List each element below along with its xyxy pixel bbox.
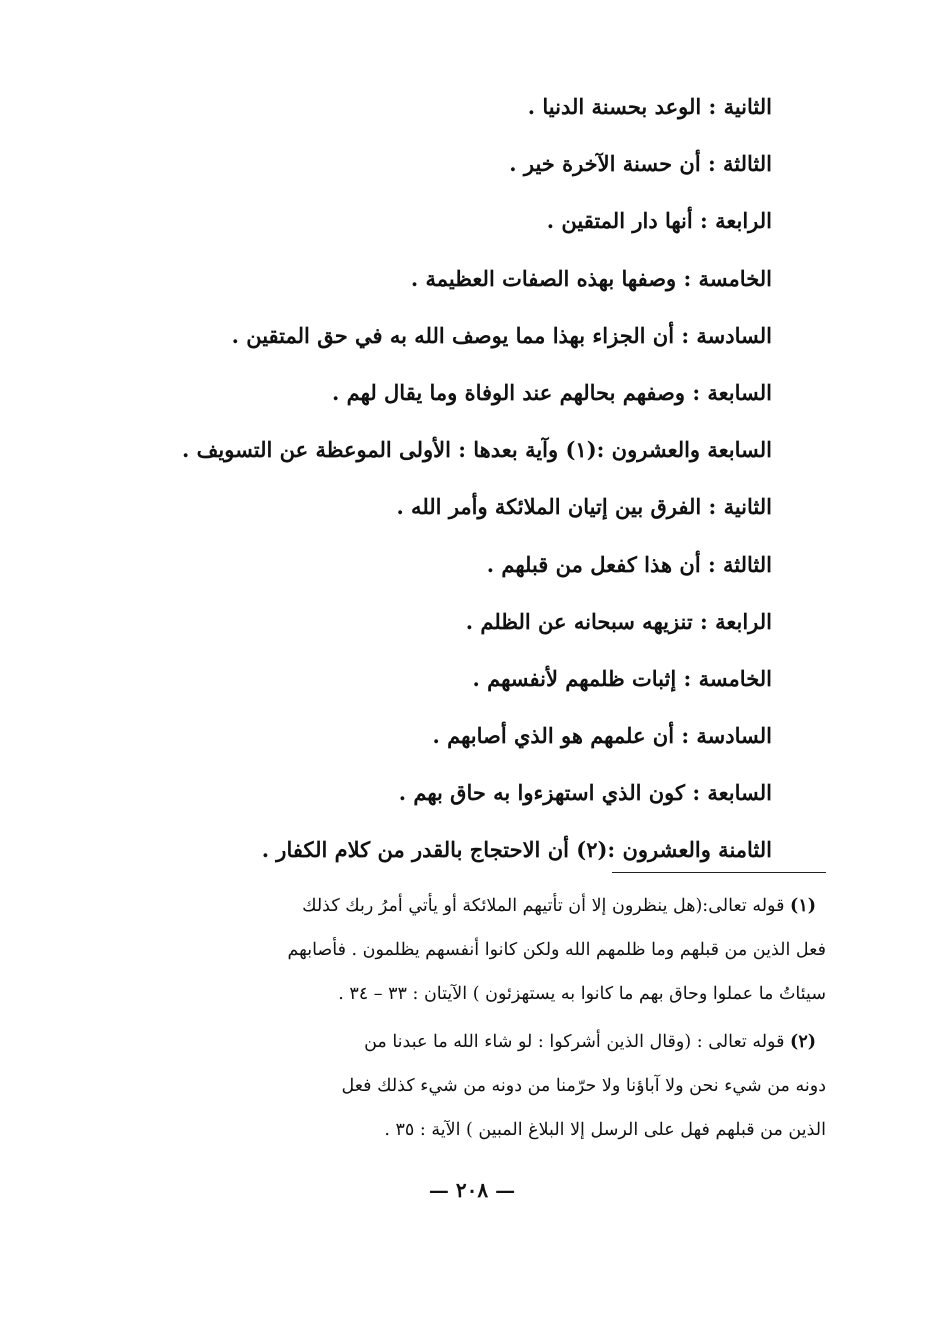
main-line: الثانية : الوعد بحسنة الدنيا . xyxy=(527,94,772,119)
main-line: الثانية : الفرق بين إتيان الملائكة وأمر الله . xyxy=(396,494,772,520)
main-line: الثالثة : أن حسنة الآخرة خير . xyxy=(509,151,772,177)
footnote-number: (١) xyxy=(790,896,816,916)
main-line: الرابعة : أنها دار المتقين . xyxy=(546,208,772,234)
footnote-line: فعل الذين من قبلهم وما ظلمهم الله ولكن كانوا أنفسهم يظلمون . فأصابهم xyxy=(287,940,826,960)
main-line: الثالثة : أن هذا كفعل من قبلهم . xyxy=(486,551,772,577)
footnote-line: الذين من قبلهم فهل على الرسل إلا البلاغ المبين ) الآية : ٣٥ . xyxy=(384,1120,826,1140)
footnote-1 xyxy=(160,884,826,1016)
footnote-line: سيئاتُ ما عملوا وحاق بهم ما كانوا به يستهزئون ) الآيتان : ٣٣ – ٣٤ . xyxy=(338,984,826,1004)
main-line: الرابعة : تنزيهه سبحانه عن الظلم . xyxy=(465,608,772,634)
main-line: الثامنة والعشرون :(٢) أن الاحتجاج بالقدر من كلام الكفار . xyxy=(261,837,772,863)
footnote-line xyxy=(160,1020,826,1064)
main-line: السادسة : أن علمهم هو الذي أصابهم . xyxy=(432,723,772,749)
main-line: الخامسة : إثبات ظلمهم لأنفسهم . xyxy=(472,665,772,691)
main-line: السابعة : وصفهم بحالهم عند الوفاة وما يقال لهم . xyxy=(332,379,772,405)
footnote-text: قوله تعالى : (وقال الذين أشركوا : لو شاء الله ما عبدنا من xyxy=(364,1032,785,1052)
main-line: السادسة : أن الجزاء بهذا مما يوصف الله به في حق المتقين . xyxy=(231,322,772,348)
main-line: السابعة والعشرون :(١) وآية بعدها : الأولى الموعظة عن التسويف . xyxy=(182,437,772,463)
main-line: الخامسة : وصفها بهذه الصفات العظيمة . xyxy=(410,265,772,291)
footnote-number: (٢) xyxy=(790,1032,816,1052)
footnote-line xyxy=(160,884,826,928)
footnote-text: قوله تعالى:(هل ينظرون إلا أن تأتيهم الملائكة أو يأتي أمرُ ربك كذلك xyxy=(302,896,785,916)
footnote-line: دونه من شيء نحن ولا آباؤنا ولا حرّمنا من دونه من شيء كذلك فعل xyxy=(341,1076,826,1096)
page-number: — ٢٠٨ — xyxy=(428,1178,516,1202)
footnote-2 xyxy=(160,1020,826,1152)
main-line: السابعة : كون الذي استهزءوا به حاق بهم . xyxy=(398,780,772,806)
main-text xyxy=(132,86,772,887)
footnote-divider xyxy=(612,872,826,873)
